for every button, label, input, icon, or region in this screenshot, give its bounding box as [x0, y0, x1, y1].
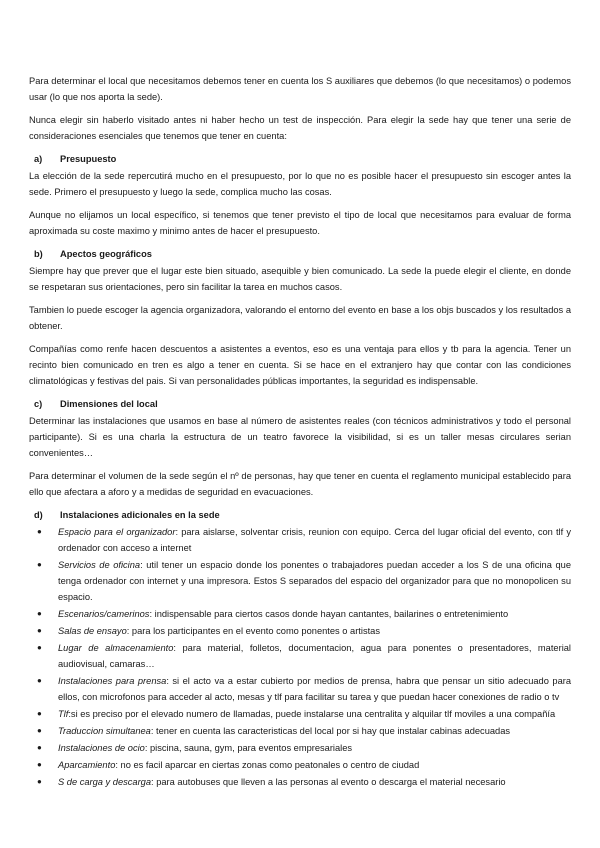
- intro-paragraph: Para determinar el local que necesitamos debemos tener en cuenta los S auxiliares que debemos (lo que necesitamos) o podemos usar (lo que nos aporta la sede).: [29, 76, 571, 102]
- item-term: Salas de ensayo: [58, 626, 127, 636]
- list-item: [29, 706, 571, 722]
- item-term: Escenarios/camerinos: [58, 609, 150, 619]
- list-item: [29, 606, 571, 622]
- item-text: si es preciso por el elevado numero de llamadas, puede instalarse una centralita y alquilar tlf moviles a una compañía: [70, 709, 556, 719]
- list-item: [29, 557, 571, 605]
- intro-paragraph: Nunca elegir sin haberlo visitado antes ni haber hecho un test de inspección. Para elegir la sede hay que tener una serie de consideraciones esenciales que tenemos que tener en cuenta:: [29, 115, 571, 141]
- item-separator: :: [166, 676, 169, 686]
- section-paragraph: Tambien lo puede escoger la agencia organizadora, valorando el entorno del evento en base a los objs buscados y los resultados a obtener.: [29, 305, 571, 331]
- item-term: S de carga y descarga: [58, 777, 152, 787]
- item-separator: :: [140, 560, 143, 570]
- bullet-icon: ●: [37, 560, 42, 569]
- item-term: Servicios de oficina: [58, 560, 141, 570]
- item-separator: :: [175, 527, 179, 537]
- item-text: para los participantes en el evento como ponentes o artistas: [129, 626, 380, 636]
- item-text: para autobuses que lleven a las personas al evento o descarga el material necesario: [153, 777, 506, 787]
- section-paragraph: Para determinar el volumen de la sede según el nº de personas, hay que tener en cuenta el reglamento municipal establecido para ello que afectara a aforo y a medidas de seguridad en evacuaciones.: [29, 471, 571, 497]
- item-text: piscina, sauna, gym, para eventos empresariales: [147, 743, 353, 753]
- item-term: Tlf: [58, 709, 69, 719]
- item-separator: :: [151, 777, 154, 787]
- section-title: Instalaciones adicionales en la sede: [60, 510, 220, 520]
- section-paragraph: La elección de la sede repercutirá mucho en el presupuesto, por lo que no es posible hacer el presupuesto sin escoger antes la sede. Primero el presupuesto y luego la sede, complica mucho las cosas.: [29, 171, 571, 197]
- section-paragraph: Determinar las instalaciones que usamos en base al número de asistentes reales (con técnicos administrativos y todo el personal participante). Si es una charla la estructura de un teatro favorece la visibilidad, si es un taller mesas circulares serian convenientes…: [29, 416, 571, 458]
- section-heading-instalaciones: [29, 507, 571, 523]
- section-heading-presupuesto: [29, 151, 571, 167]
- section-title: Apectos geográficos: [60, 249, 152, 259]
- item-term: Aparcamiento: [58, 760, 116, 770]
- section-paragraph: Siempre hay que prever que el lugar este bien situado, asequible y bien comunicado. La sede la puede elegir el cliente, en donde se respetaran sus orientaciones, pero sin facilitar la tarea en muchos casos.: [29, 266, 571, 292]
- item-separator: :: [173, 643, 176, 653]
- bullet-icon: ●: [37, 709, 42, 718]
- item-term: Instalaciones de ocio: [58, 743, 145, 753]
- section-paragraph: Compañías como renfe hacen descuentos a asistentes a eventos, eso es una ventaja para ellos y tb para la agencia. Tener un recinto bien comunicado en tren es algo a tener en cuenta. Si se hace en el extranjero hay que contar con las condiciones climatológicas y festivas del pais. Si van personalidades públicas importantes, la seguridad es indispensable.: [29, 344, 571, 386]
- section-letter: b): [34, 249, 43, 259]
- installations-list: [29, 524, 571, 790]
- list-item: [29, 740, 571, 756]
- bullet-icon: ●: [37, 777, 42, 786]
- item-separator: :: [150, 726, 154, 736]
- item-term: Traduccion simultanea: [58, 726, 151, 736]
- section-letter: d): [34, 510, 43, 520]
- bullet-icon: ●: [37, 726, 42, 735]
- bullet-icon: ●: [37, 676, 42, 685]
- item-text: util tener un espacio donde los ponentes o trabajadores puedan acceder a los S de una oficina que tenga ordenador con internet y una impresora. Estos S separados del espacio del organizador para que no monopolicen su espacio.: [58, 560, 571, 602]
- section-heading-aspectos-geograficos: [29, 246, 571, 262]
- section-letter: c): [34, 399, 43, 409]
- bullet-icon: ●: [37, 527, 42, 536]
- item-text: no es facil aparcar en ciertas zonas como peatonales o centro de ciudad: [117, 760, 420, 770]
- bullet-icon: ●: [37, 643, 42, 652]
- list-item: [29, 524, 571, 556]
- bullet-icon: ●: [37, 609, 42, 618]
- section-heading-dimensiones: [29, 396, 571, 412]
- item-term: Espacio para el organizador: [58, 527, 176, 537]
- item-separator: :: [144, 743, 148, 753]
- bullet-icon: ●: [37, 743, 42, 752]
- bullet-icon: ●: [37, 626, 42, 635]
- section-paragraph: Aunque no elijamos un local específico, si tenemos que tener previsto el tipo de local que necesitamos para evaluar de forma aproximada su coste maximo y minimo antes de hacer el presupuesto.: [29, 210, 571, 236]
- list-item: [29, 774, 571, 790]
- section-letter: a): [34, 154, 43, 164]
- item-separator: :: [115, 760, 118, 770]
- item-term: Instalaciones para prensa: [58, 676, 167, 686]
- list-item: [29, 757, 571, 773]
- bullet-icon: ●: [37, 760, 42, 769]
- item-text: para aislarse, solventar crisis, reunion con equipo. Cerca del lugar oficial del evento, con tlf y ordenador con acceso a internet: [58, 527, 571, 553]
- section-title: Dimensiones del local: [60, 399, 158, 409]
- list-item: [29, 673, 571, 705]
- section-title: Presupuesto: [60, 154, 117, 164]
- item-text: si el acto va a estar cubierto por medios de prensa, habra que pensar un sitio adecuado para ellos, con microfonos para acceder al acto, mesas y tlf para facilitar su tarea y que puedan hacer conexiones de radio o tv: [58, 676, 572, 702]
- item-term: Lugar de almacenamiento: [58, 643, 174, 653]
- list-item: [29, 623, 571, 639]
- item-text: tener en cuenta las caracteristicas del local por si hay que instalar cabinas adecuadas: [153, 726, 511, 736]
- item-text: para material, folletos, documentacion, agua para ponentes o presentadores, material audiovisual, camaras…: [58, 643, 571, 669]
- list-item: [29, 640, 571, 672]
- item-separator: :: [68, 709, 71, 719]
- item-separator: :: [126, 626, 130, 636]
- item-separator: :: [149, 609, 153, 619]
- list-item: [29, 723, 571, 739]
- item-text: indispensable para ciertos casos donde hayan cantantes, bailarines o entretenimiento: [152, 609, 509, 619]
